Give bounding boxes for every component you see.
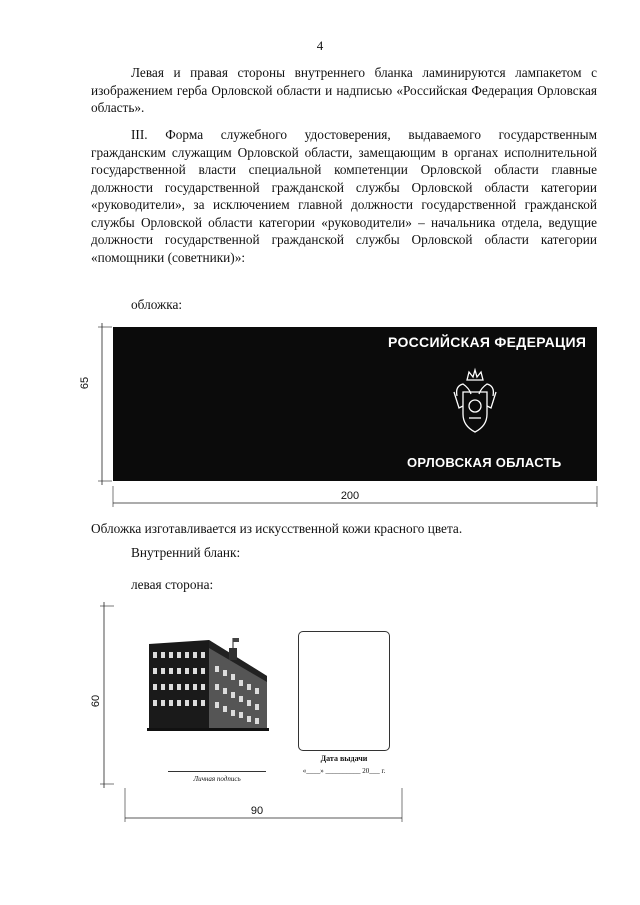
- signature-caption: Личная подпись: [193, 775, 241, 783]
- paragraph-section-iii: III. Форма служебного удостоверения, выдаваемого государственным гражданским служащим Орловской области, замещающим в органах исполнительной государственной власти специальной компетенции Орловской области главные должности государственной гражданской службы Орловской области категории «руководители», за исключением главной должности государственной гражданской службы Орловской области категории «руководители» – начальника отдела, ведущие должности государственной гражданской службы Орловской области категории «помощники (советники)»:: [91, 127, 597, 265]
- inner-blank-label: Внутренний бланк:: [131, 545, 241, 560]
- cover-title-russian-federation: РОССИЙСКАЯ ФЕДЕРАЦИЯ: [388, 334, 587, 350]
- cover-height-dimension: 65: [79, 376, 91, 390]
- left-side-label: левая сторона:: [131, 577, 214, 592]
- signature-line: [168, 771, 266, 772]
- cover-title-orel-region: ОРЛОВСКАЯ ОБЛАСТЬ: [407, 455, 562, 470]
- cover-width-dimension: 200: [340, 490, 360, 502]
- cover-label: обложка:: [131, 297, 183, 312]
- issue-date-label: Дата выдачи: [320, 754, 368, 763]
- issue-date-line: «____» __________ 20___ г.: [302, 767, 386, 775]
- photo-placeholder-frame: [298, 631, 390, 751]
- left-side-width-dimension: 90: [250, 805, 264, 817]
- paragraph-lamination: Левая и правая стороны внутреннего бланка ламинируются лампакетом с изображением герба Орловской области и надписью «Российская Федерация Орловская область».: [91, 65, 597, 115]
- coat-of-arms-icon: [451, 366, 499, 438]
- page-number: 4: [316, 38, 324, 53]
- left-side-height-dimension: 60: [90, 694, 102, 708]
- government-building-image: [147, 632, 271, 734]
- cover-material-note: Обложка изготавливается из искусственной кожи красного цвета.: [91, 521, 463, 536]
